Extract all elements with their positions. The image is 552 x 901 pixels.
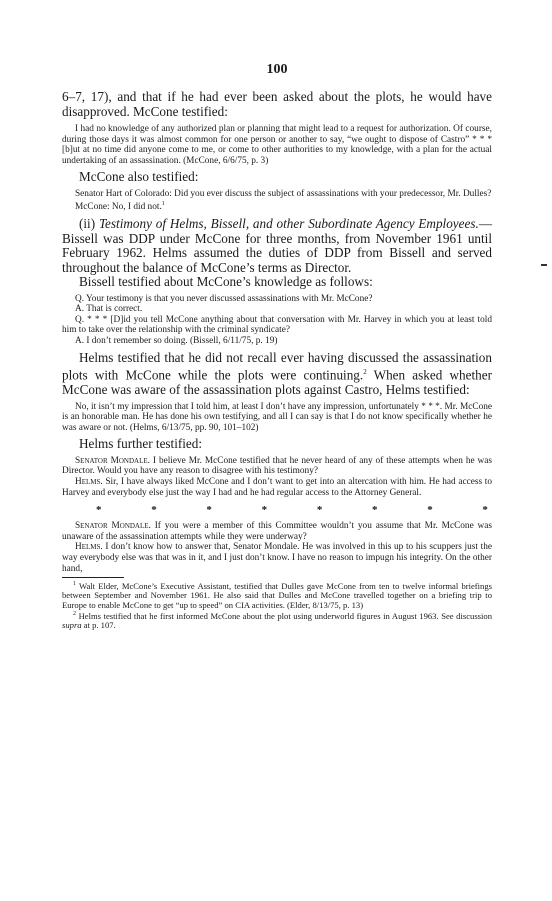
quote-q-harvey: Q. * * * [D]id you tell McCone anything about that conversation with Mr. Harvey in which you at least told him to take over the relationship with the criminal syndicate? xyxy=(62,314,492,336)
quote-mccone-answer: McCone: No, I did not.$^1$ xyxy=(75,201,165,213)
quote-q-assassinations: Q. Your testimony is that you never discussed assassinations with Mr. McCone? xyxy=(75,293,373,304)
exchange-helms-1: Helms. Sir, I have always liked McCone and I don’t want to get into an altercation with him. He had access to Harvey and everybody else just the way I had and he had regular access to the Attorney General. xyxy=(62,476,492,498)
quote-hart-question: Senator Hart of Colorado: Did you ever discuss the subject of assassinations with your predecessor, Mr. Dulles? xyxy=(75,188,492,199)
subsection-title: Testimony of Helms, Bissell, and other Subordinate Agency Employees. xyxy=(98,216,479,232)
ellipsis-stars: * * * * * * * * xyxy=(96,504,488,517)
page-number: 100 xyxy=(266,62,288,77)
quote-helms-impression: No, it isn’t my impression that I told him, at least I don’t have any impression, unfortunately * * *. Mr. McCone is an honorable man. He has done his own testifying, and all I can say is that I do not know specifically whether he was aware or not. (Helms, 6/13/75, pp. 90, 101–102) xyxy=(62,401,492,433)
exchange-mondale-2: Senator Mondale. If you were a member of this Committee wouldn’t you assume that Mr. McCone was unaware of the assassination attempts while they were underway? xyxy=(62,521,492,542)
quote-a-correct: A. That is correct. xyxy=(75,304,143,315)
paragraph-helms-testified: Helms testified that he did not recall ever having discussed the assassination plots with McCone while the plots were continuing.$^2$ When asked whether McCone was aware of the assassination plots against Castro, Helms testified: xyxy=(62,349,492,398)
exchange-mondale-1: Senator Mondale. I believe Mr. McCone testified that he never heard of any of these attempts when he was Director. Would you have any reason to disagree with his testimony? xyxy=(62,455,492,477)
footnote-divider xyxy=(62,577,124,578)
paragraph-intro: 6–7, 17), and that if he had ever been asked about the plots, he would have disapproved. McCone testified: xyxy=(62,89,492,119)
quote-mccone-testimony: I had no knowledge of any authorized plan or planning that might lead to a request for authorization. Of course, during those days it was almost common for one person or another to say, “we ought to dispose of Castro” * * * [b]ut at no time did anyone come to me, or come to other authorities to my knowledge, with a plan for the actual undertaking of an assassination. (McCone, 6/6/75, p. 3) xyxy=(62,124,492,166)
main-text-block xyxy=(62,90,492,631)
paragraph-mccone-also: McCone also testified: xyxy=(79,169,199,185)
footnote-2: $^2$ Helms testified that he first informed McCone about the plot using underworld figures in August 1963. See discussion supra at p. 107. xyxy=(62,611,492,631)
footnote-1: $^1$ Walt Elder, McCone’s Executive Assistant, testified that Dulles gave McCone from ten to twelve informal briefings between September and November 1961. He also said that Dulles and McCone travelled together on a briefing trip to Europe to enable McCone to get “up to speed” on CIA activities. (Elder, 8/13/75, p. 13) xyxy=(62,581,492,610)
paragraph-subsection-ii: (ii) Testimony of Helms, Bissell, and other Subordinate Agency Employees.—Bissell was DDP under McCone for three months, from November 1961 until February 1962. Helms assumed the duties of DDP from Bissell and served throughout the balance of McCone’s terms as Director. xyxy=(62,216,492,275)
footnote-ref-2: 2 xyxy=(363,368,367,377)
quote-a-remember: A. I don’t remember so doing. (Bissell, 6/11/75, p. 19) xyxy=(75,336,278,347)
footnote-ref-1: 1 xyxy=(161,201,165,208)
paragraph-helms-further: Helms further testified: xyxy=(79,436,203,452)
paragraph-bissell-testified: Bissell testified about McCone’s knowledge as follows: xyxy=(79,274,373,290)
exchange-helms-2: Helms. I don’t know how to answer that, Senator Mondale. He was involved in this up to his scuppers just the way everybody else was that was in it, and I just don’t know. I have no reason to impugn his integrity. On the other hand, xyxy=(62,542,492,574)
margin-mark xyxy=(541,264,547,266)
